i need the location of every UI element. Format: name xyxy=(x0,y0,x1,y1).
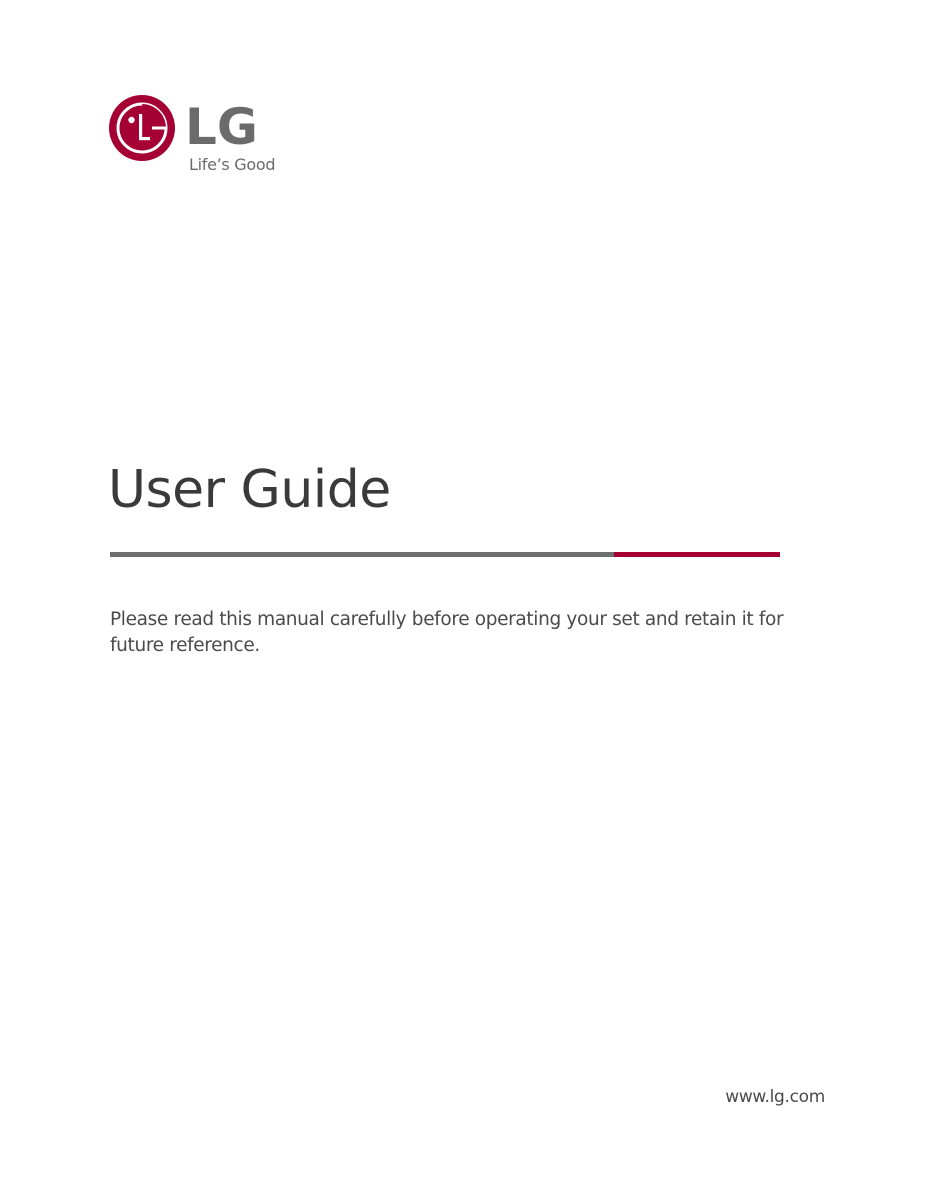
lg-logo xyxy=(108,94,288,184)
lg-wordmark: LG xyxy=(185,98,258,156)
website-link[interactable]: www.lg.com xyxy=(725,1087,825,1107)
page-title: User Guide xyxy=(108,460,391,520)
lg-face-logo-icon xyxy=(108,94,176,162)
lg-tagline: Life’s Good xyxy=(189,155,276,174)
title-divider xyxy=(110,552,780,557)
divider-grey-segment xyxy=(110,552,614,557)
divider-red-segment xyxy=(614,552,780,557)
intro-text: Please read this manual carefully before operating your set and retain it for future reference. xyxy=(110,609,784,656)
